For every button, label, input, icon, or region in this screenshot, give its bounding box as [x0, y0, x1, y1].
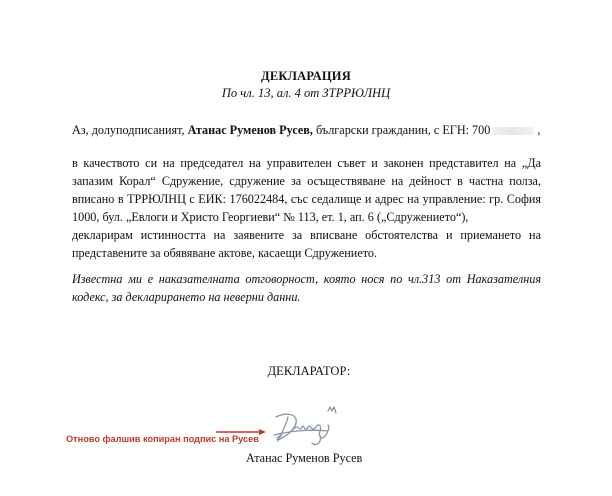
identity-suffix: български гражданин, с ЕГН: 700	[312, 123, 491, 137]
annotation-text: Отново фалшив копиран подпис на Русев	[66, 434, 259, 444]
signature-icon	[270, 405, 342, 449]
document-title: ДЕКЛАРАЦИЯ	[261, 69, 351, 83]
declarator-label: ДЕКЛАРАТОР:	[267, 364, 351, 378]
paragraph-identity	[72, 121, 541, 139]
identity-prefix: Аз, долуподписаният,	[72, 123, 188, 137]
document-subtitle: По чл. 13, ал. 4 от ЗТРРЮЛНЦ	[221, 86, 391, 100]
signer-name: Атанас Руменов Русев	[246, 451, 363, 465]
paragraph-declaration: декларирам истинността на заявените за вписване обстоятелства и приемането на представените за обявяване актове, касаещи Сдружението.	[72, 228, 541, 260]
identity-trailing: ,	[534, 123, 541, 137]
declarant-name: Атанас Руменов Русев,	[187, 123, 313, 137]
arrow-icon	[216, 428, 266, 436]
paragraph-capacity: в качеството си на председател на управителен съвет и законен представител на „Да запазим Корал“ Сдружение, сдружение за осъществяване на дейност в частна полза, вписано в ТРРЮЛНЦ с ЕИК: 176022484, със седалище и адрес на управление: гр. София 1000, бул. „Евлоги и Христо Георгиеви“ № 113, ет. 1, ап. 6 („Сдружението“),	[72, 156, 541, 224]
redacted-egn	[492, 127, 534, 135]
paragraph-liability: Известна ми е наказателната отговорност, която нося по чл.313 от Наказателния кодекс, за декларирането на неверни данни.	[72, 272, 541, 304]
